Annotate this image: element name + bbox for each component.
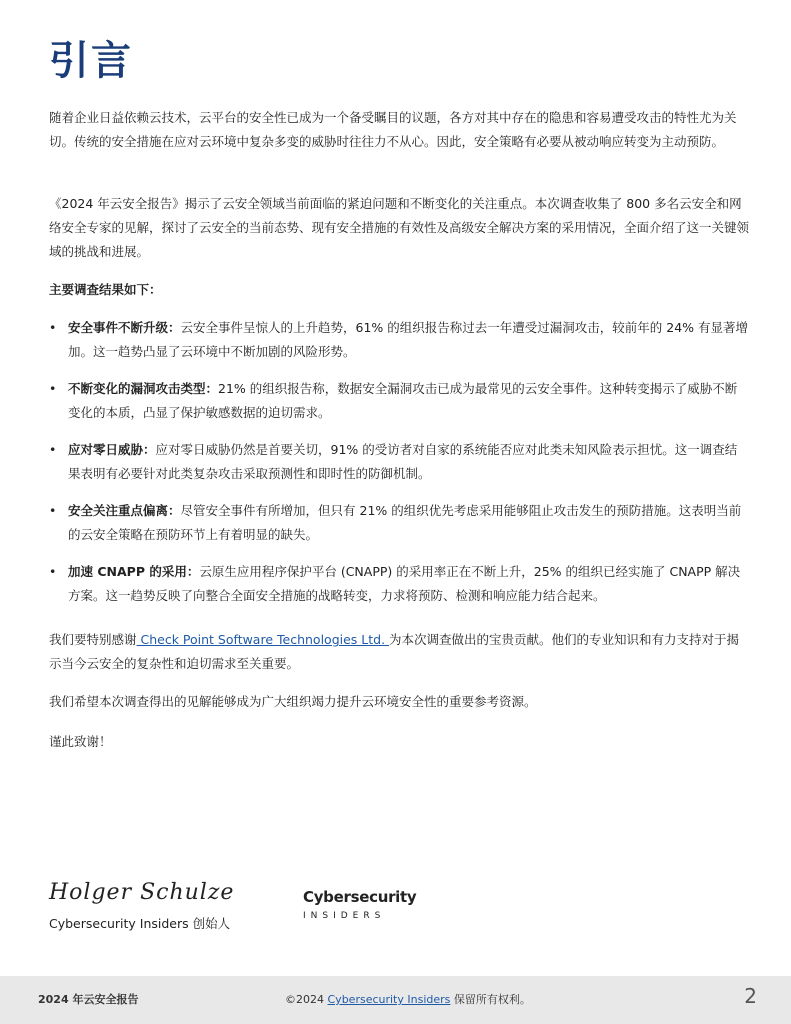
copyright-prefix: ©2024 — [285, 993, 328, 1006]
cybersecurity-insiders-logo — [303, 888, 416, 921]
findings-heading: 主要调查结果如下： — [49, 282, 162, 297]
finding-lead: 不断变化的漏洞攻击类型： — [68, 381, 219, 396]
bullet-icon: • — [49, 442, 57, 457]
finding-item — [49, 316, 749, 364]
finding-lead: 应对零日威胁： — [68, 442, 156, 457]
signature: Holger Schulze — [49, 880, 235, 905]
check-point-link[interactable]: Check Point Software Technologies Ltd. — [136, 632, 390, 647]
footer-report-name: 2024 年云安全报告 — [38, 993, 139, 1006]
thanks-paragraph — [49, 628, 749, 676]
bullet-icon: • — [49, 320, 57, 335]
finding-lead: 安全事件不断升级： — [68, 320, 181, 335]
finding-lead: 加速 CNAPP 的采用： — [68, 564, 200, 579]
thanks-text-before: 我们要特别感谢 — [49, 632, 137, 647]
copyright-suffix: 保留所有权利。 — [450, 993, 531, 1006]
closing-line: 谨此致谢！ — [49, 734, 112, 749]
bullet-icon: • — [49, 381, 57, 396]
cybersecurity-insiders-link[interactable]: Cybersecurity Insiders — [327, 993, 451, 1006]
bullet-icon: • — [49, 503, 57, 518]
thanks-text-after: 为本次调查做出的宝贵贡献。他们的专业知识和有力支持对于揭示当今云安全的复杂性和迫切需求至关重要。 — [49, 632, 740, 671]
page-footer — [0, 976, 791, 1024]
finding-text: 云安全事件呈惊人的上升趋势，61% 的组织报告称过去一年遭受过漏洞攻击，较前年的 24% 有显著增加。这一趋势凸显了云环境中不断加剧的风险形势。 — [68, 320, 749, 359]
finding-text: 应对零日威胁仍然是首要关切，91% 的受访者对自家的系统能否应对此类未知风险表示担忧。这一调查结果表明有必要针对此类复杂攻击采取预测性和即时性的防御机制。 — [68, 442, 738, 481]
finding-item — [49, 499, 749, 547]
finding-item — [49, 377, 749, 425]
founder-caption: Cybersecurity Insiders 创始人 — [49, 916, 231, 931]
intro-paragraph: 随着企业日益依赖云技术，云平台的安全性已成为一个备受瞩目的议题，各方对其中存在的隐患和容易遭受攻击的特性尤为关切。传统的安全措施在应对云环境中复杂多变的威胁时往往力不从心。因此，安全策略有必要从被动响应转变为主动预防。 — [49, 110, 737, 149]
finding-item — [49, 560, 749, 608]
footer-copyright — [285, 991, 531, 1007]
page-title: 引言 — [49, 38, 133, 84]
findings-list — [49, 316, 749, 621]
finding-text: 21% 的组织报告称，数据安全漏洞攻击已成为最常见的云安全事件。这种转变揭示了威胁不断变化的本质，凸显了保护敏感数据的迫切需求。 — [68, 381, 738, 420]
hope-paragraph: 我们希望本次调查得出的见解能够成为广大组织竭力提升云环境安全性的重要参考资源。 — [49, 694, 537, 709]
finding-text: 云原生应用程序保护平台 (CNAPP) 的采用率正在不断上升，25% 的组织已经实施了 CNAPP 解决方案。这一趋势反映了向整合全面安全措施的战略转变，力求将预防、检测和响应能力结合起来。 — [68, 564, 741, 603]
logo-main-text: Cybersecurity — [303, 888, 417, 906]
finding-lead: 安全关注重点偏离： — [68, 503, 181, 518]
logo-sub-text: INSIDERS — [303, 911, 386, 921]
page-number: 2 — [744, 984, 757, 1008]
finding-item — [49, 438, 749, 486]
bullet-icon: • — [49, 564, 57, 579]
finding-text: 尽管安全事件有所增加，但只有 21% 的组织优先考虑采用能够阻止攻击发生的预防措施。这表明当前的云安全策略在预防环节上有着明显的缺失。 — [68, 503, 742, 542]
report-paragraph: 《2024 年云安全报告》揭示了云安全领域当前面临的紧迫问题和不断变化的关注重点。本次调查收集了 800 多名云安全和网络安全专家的见解，探讨了云安全的当前态势、现有安全措施的有效性及高级安全解决方案的采用情况，全面介绍了这一关键领域的挑战和进展。 — [49, 196, 750, 259]
